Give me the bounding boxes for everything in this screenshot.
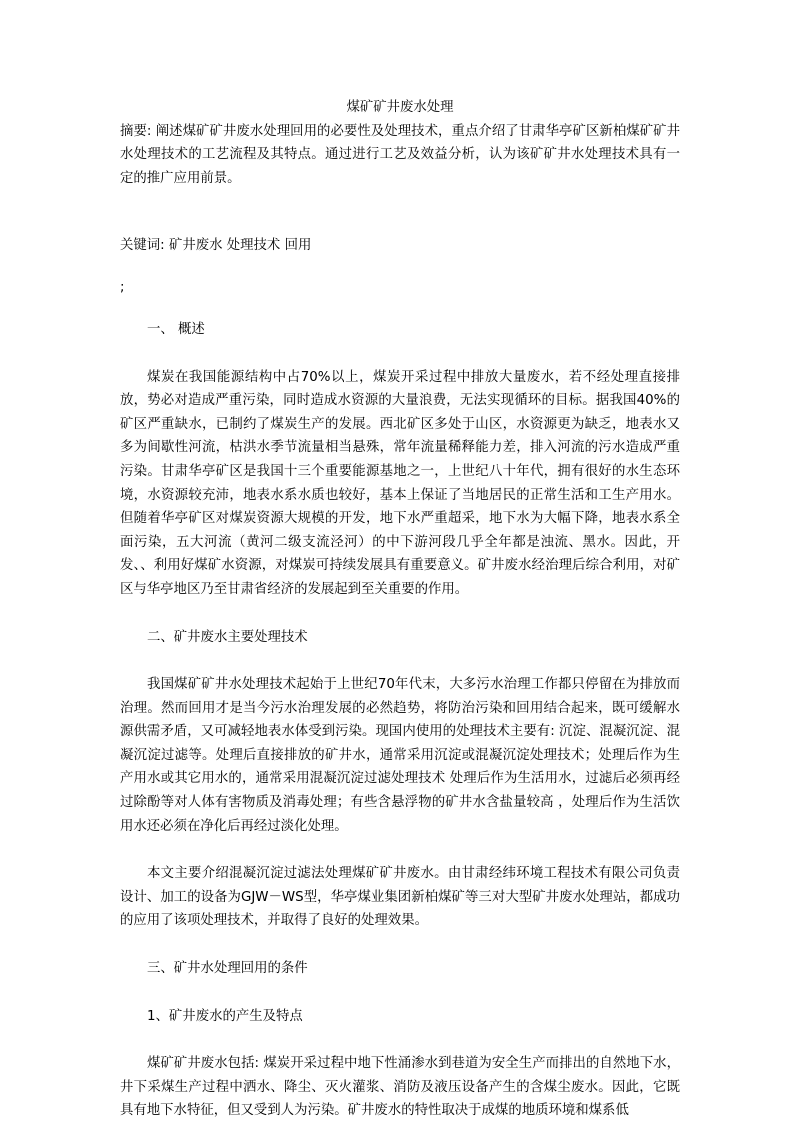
section1-paragraph: 煤炭在我国能源结构中占70%以上，煤炭开采过程中排放大量废水，若不经处理直接排放，势必对造成严重污染，同时造成水资源的大量浪费，无法实现循环的目标。据我国40%的矿区严重缺水，已制约了煤炭生产的发展。西北矿区多处于山区，水资源更为缺乏，地表水又多为间歇性河流，枯洪水季节流量相当悬殊，常年流量稀释能力差，排入河流的污水造成严重污染。甘肃华亭矿区是我国十三个重要能源基地之一，上世纪八十年代，拥有很好的水生态环境，水资源较充沛，地表水系水质也较好，基本上保证了当地居民的正常生活和工生产用水。但随着华亭矿区对煤炭资源大规模的开发，地下水严重超采，地下水为大幅下降，地表水系全面污染，五大河流（黄河二级支流泾河）的中下游河段几乎全年都是浊流、黑水。因此，开发、、利用好煤矿水资源，对煤炭可持续发展具有重要意义。矿井废水经治理后综合利用，对矿区与华亭地区乃至甘肃省经济的发展起到至关重要的作用。 <box>120 369 680 597</box>
document-title: 煤矿矿井废水处理 <box>346 100 454 115</box>
section1-heading: 一、 概述 <box>147 321 205 337</box>
stray-mark: ; <box>120 279 125 295</box>
section3-heading: 三、矿井水处理回用的条件 <box>147 961 308 977</box>
keywords-line: 关键词: 矿井废水 处理技术 回用 <box>120 238 312 254</box>
document-page <box>120 96 680 1123</box>
abstract-paragraph: 摘要: 阐述煤矿矿井废水处理回用的必要性及处理技术，重点介绍了甘肃华亭矿区新柏煤矿矿井水处理技术的工艺流程及其特点。通过进行工艺及效益分析，认为该矿矿井水处理技术具有一定的推广应用前景。 <box>120 123 680 186</box>
section3-paragraph: 煤矿矿井废水包括: 煤炭开采过程中地下性涌渗水到巷道为安全生产而排出的自然地下水，井下采煤生产过程中洒水、降尘、灭火灌浆、消防及液压设备产生的含煤尘废水。因此，它既具有地下水特征，但又受到人为污染。矿井废水的特性取决于成煤的地质环境和煤系低 <box>120 1056 680 1119</box>
section2-paragraph-2: 本文主要介绍混凝沉淀过滤法处理煤矿矿井废水。由甘肃经纬环境工程技术有限公司负责设计、加工的设备为GJW－WS型，华亭煤业集团新柏煤矿等三对大型矿井废水处理站，都成功的应用了该项处理技术，并取得了良好的处理效果。 <box>120 866 680 929</box>
section2-heading: 二、矿井废水主要处理技术 <box>147 629 308 645</box>
section3-subheading: 1、矿井废水的产生及特点 <box>147 1008 303 1024</box>
section2-paragraph: 我国煤矿矿井水处理技术起始于上世纪70年代末，大多污水治理工作都只停留在为排放而治理。然而回用才是当今污水治理发展的必然趋势，将防治污染和回用结合起来，既可缓解水源供需矛盾，又可减轻地表水体受到污染。现国内使用的处理技术主要有: 沉淀、混凝沉淀、混凝沉淀过滤等。处理后直接排放的矿井水，通常采用沉淀或混凝沉淀处理技术；处理后作为生产用水或其它用水的，通常采用混凝沉淀过滤处理技术 处理后作为生活用水，过滤后必须再经过除酚等对人体有害物质及消毒处理；有些含悬浮物的矿井水含盐量较高 ，处理后作为生活饮用水还必须在净化后再经过淡化处理。 <box>120 677 680 834</box>
